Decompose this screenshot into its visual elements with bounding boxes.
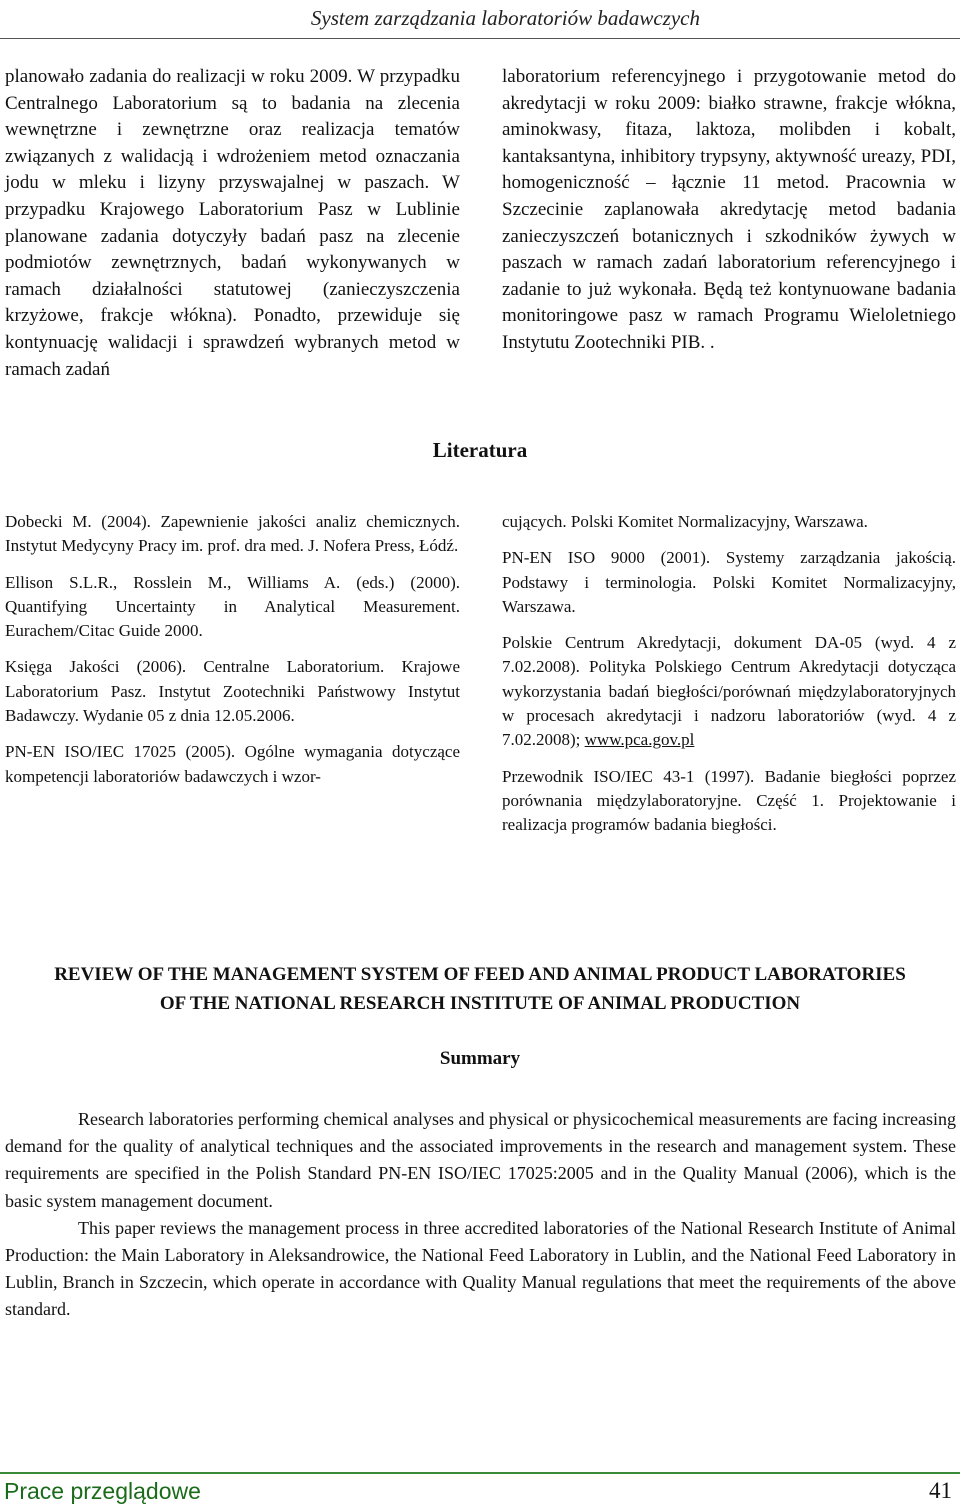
summary-paragraph-1: Research laboratories performing chemical analyses and physical or physicochemical measurements are facing increasing demand for the quality of analytical techniques and the associated improvements in the research and management system. These requirements are specified in the Polish Standard PN-EN ISO/IEC 17025:2005 and in the Quality Manual (2006), which is the basic system management document. [5,1109,956,1211]
reference-item-pca [502,631,956,752]
references-right [502,510,956,850]
literature-heading: Literatura [432,438,528,462]
header-divider [0,38,960,39]
english-title-line-1: REVIEW OF THE MANAGEMENT SYSTEM OF FEED AND ANIMAL PRODUCT LABORATORIES [54,964,906,985]
english-title-line-2: OF THE NATIONAL RESEARCH INSTITUTE OF ANIMAL PRODUCTION [159,993,801,1014]
pca-link[interactable]: www.pca.gov.pl [584,730,695,750]
references-left [5,510,460,801]
reference-item: Ellison S.L.R., Rosslein M., Williams A. (eds.) (2000). Quantifying Uncertainty in Analytical Measurement. Eurachem/Citac Guide 2000. [5,572,460,641]
reference-item: cujących. Polski Komitet Normalizacyjny, Warszawa. [502,512,868,531]
footer-divider [0,1472,960,1474]
reference-item: Przewodnik ISO/IEC 43-1 (1997). Badanie biegłości poprzez porównania międzylaboratoryjne. Część 1. Projektowanie i realizacja programów badania biegłości. [502,766,956,835]
body-column-right [502,64,956,357]
running-title: System zarządzania laboratoriów badawczych [310,6,700,30]
body-text-right: laboratorium referencyjnego i przygotowanie metod do akredytacji w roku 2009: białko strawne, frakcje włókna, aminokwasy, fitaza, laktoza, molibden i kobalt, kantaksantyna, inhibitory trypsyny, aktywność ureazy, PDI, homogeniczność – łącznie 11 metod. Pracownia w Szczecinie zaplanowała akredytację metod badania zanieczyszczeń botanicznych i szkodników żywych w paszach w ramach zadań laboratorium referencyjnego i zadanie to już wykonała. Będą też kontynuowane badania monitoringowe pasz w ramach Programu Wieloletniego Instytutu Zootechniki PIB. . [502,66,956,353]
reference-item: PN-EN ISO/IEC 17025 (2005). Ogólne wymagania dotyczące kompetencji laboratoriów badawczych i wzor- [5,742,460,786]
english-title [0,960,960,1018]
reference-text: Polskie Centrum Akredytacji, dokument DA-05 (wyd. 4 z 7.02.2008). Polityka Polskiego Centrum Akredytacji dotycząca wykorzystania badań biegłości/porównań międzylaboratoryjnych w procesach akredytacji i nadzoru laboratoriów (wyd. 4 z 7.02.2008); [502,633,956,750]
reference-item: PN-EN ISO 9000 (2001). Systemy zarządzania jakością. Podstawy i terminologia. Polski Komitet Normalizacyjny, Warszawa. [502,548,956,616]
footer-section-label: Prace przeglądowe [4,1478,201,1504]
reference-item: Księga Jakości (2006). Centralne Laboratorium. Krajowe Laboratorium Pasz. Instytut Zootechniki Państwowy Instytut Badawczy. Wydanie 05 z dnia 12.05.2006. [5,657,460,726]
summary-body [5,1106,956,1324]
summary-paragraph-2: This paper reviews the management process in three accredited laboratories of the National Research Institute of Animal Production: the Main Laboratory in Aleksandrowice, the National Feed Laboratory in Lublin, and the National Feed Laboratory in Lublin, Branch in Szczecin, which operate in accordance with Quality Manual regulations that meet the requirements of the above standard. [5,1217,956,1320]
body-text-left: planowało zadania do realizacji w roku 2009. W przypadku Centralnego Laboratorium są to badania na zlecenia wewnętrzne i zewnętrzne oraz realizacja tematów związanych z walidacją i wdrożeniem metod oznaczania jodu w mleku i lizyny przyswajalnej w paszach. W przypadku Krajowego Laboratorium Pasz w Lublinie planowane zadania dotyczyły badań pasz na zlecenie podmiotów zewnętrznych, badań wykonywanych w ramach działalności statutowej (zanieczyszczenia krzyżowe, frakcje włókna). Ponadto, przewiduje się kontynuację walidacji i sprawdzeń wybranych metod w ramach zadań [5,66,460,380]
page-number: 41 [929,1478,952,1503]
reference-item: Dobecki M. (2004). Zapewnienie jakości analiz chemicznych. Instytut Medycyny Pracy im. prof. dra med. J. Nofera Press, Łódź. [5,512,460,556]
body-column-left [5,64,460,383]
summary-heading: Summary [439,1048,521,1069]
